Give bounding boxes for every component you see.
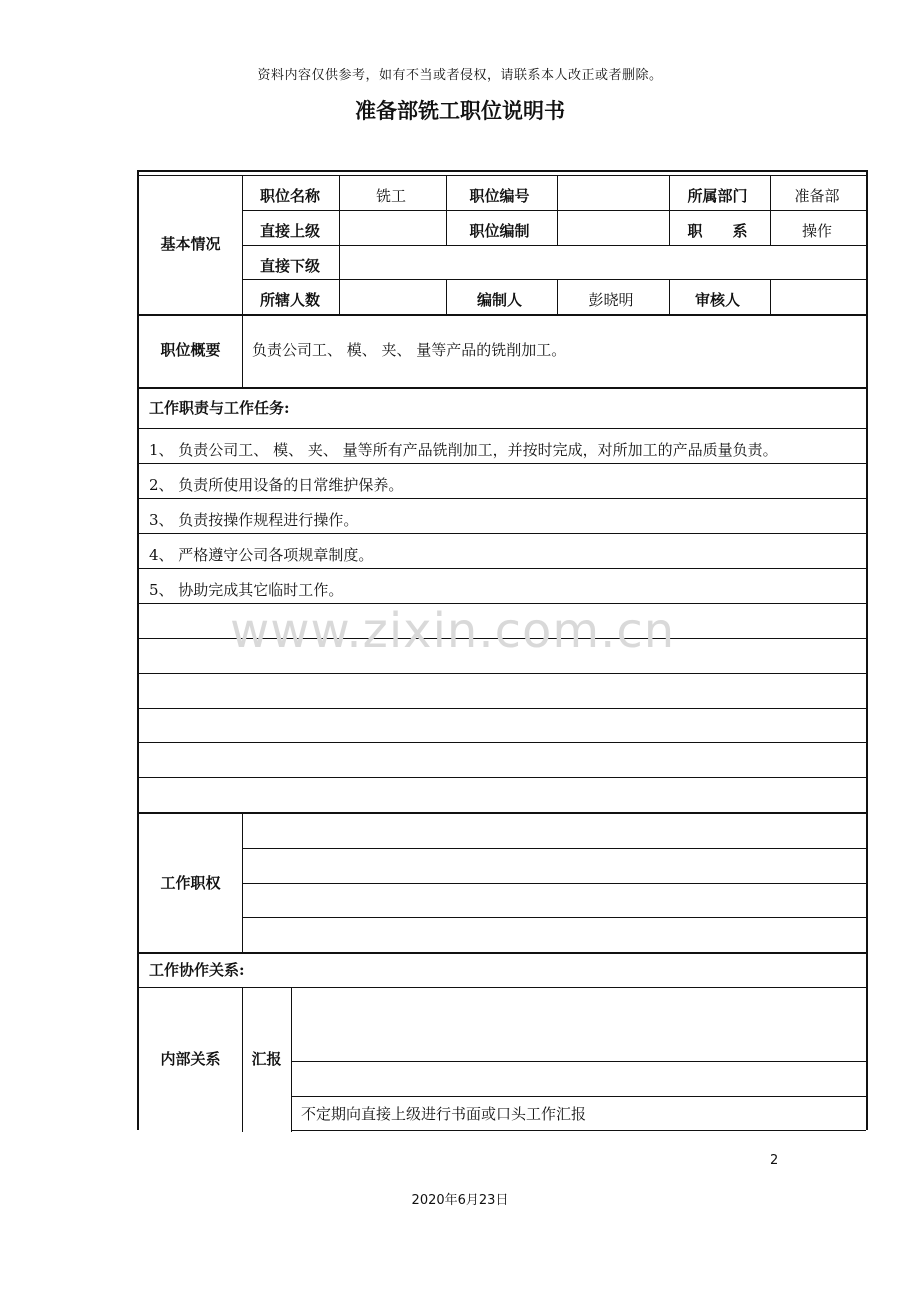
cooperation-header: 工作协作关系: bbox=[149, 961, 245, 979]
direct-superior-value bbox=[338, 213, 444, 248]
document-title: 准备部铣工职位说明书 bbox=[355, 99, 565, 123]
duty-item: 4、 严格遵守公司各项规章制度。 bbox=[149, 546, 374, 564]
position-code-label: 职位编号 bbox=[469, 187, 530, 205]
disclaimer-notice: 资料内容仅供参考，如有不当或者侵权，请联系本人改正或者删除。 bbox=[257, 68, 663, 83]
duty-item: 1、 负责公司工、 模、 夹、 量等所有产品铣削加工，并按时完成，对所加工的产品质量负责。 bbox=[149, 441, 778, 459]
job-family-value: 操作 bbox=[801, 222, 832, 240]
position-name-value: 铣工 bbox=[375, 187, 406, 205]
staff-count-label: 所辖人数 bbox=[259, 291, 320, 309]
duty-item: 3、 负责按操作规程进行操作。 bbox=[149, 511, 359, 529]
summary-text: 负责公司工、 模、 夹、 量等产品的铣削加工。 bbox=[252, 341, 567, 359]
direct-subordinate-label: 直接下级 bbox=[259, 256, 320, 275]
staff-count-value bbox=[338, 282, 444, 317]
duty-item: 2、 负责所使用设备的日常维护保养。 bbox=[149, 476, 404, 494]
department-value: 准备部 bbox=[794, 187, 840, 205]
internal-relations-label: 内部关系 bbox=[160, 1050, 221, 1068]
report-label: 汇报 bbox=[251, 1050, 282, 1068]
authority-label: 工作职权 bbox=[160, 873, 221, 892]
position-quota-value bbox=[555, 213, 667, 248]
reviewer-value bbox=[768, 282, 866, 317]
position-code-value bbox=[555, 178, 667, 213]
basic-section-label: 基本情况 bbox=[160, 234, 221, 253]
department-label: 所属部门 bbox=[687, 187, 748, 205]
report-text: 不定期向直接上级进行书面或口头工作汇报 bbox=[301, 1104, 587, 1123]
direct-superior-label: 直接上级 bbox=[259, 222, 320, 240]
position-name-label: 职位名称 bbox=[259, 187, 320, 205]
direct-subordinate-value bbox=[338, 248, 866, 282]
duty-item: 5、 协助完成其它临时工作。 bbox=[149, 581, 344, 599]
watermark: www.zixin.com.cn bbox=[230, 603, 676, 659]
job-family-label: 职 系 bbox=[687, 222, 748, 240]
compiler-value: 彭晓明 bbox=[588, 291, 634, 309]
compiler-label: 编制人 bbox=[476, 291, 522, 309]
duties-header: 工作职责与工作任务: bbox=[149, 398, 290, 417]
position-quota-label: 职位编制 bbox=[469, 222, 530, 240]
footer-date: 2020年6月23日 bbox=[411, 1193, 509, 1208]
reviewer-label: 审核人 bbox=[694, 291, 740, 309]
summary-label: 职位概要 bbox=[160, 341, 221, 359]
page-number: 2 bbox=[770, 1153, 779, 1168]
